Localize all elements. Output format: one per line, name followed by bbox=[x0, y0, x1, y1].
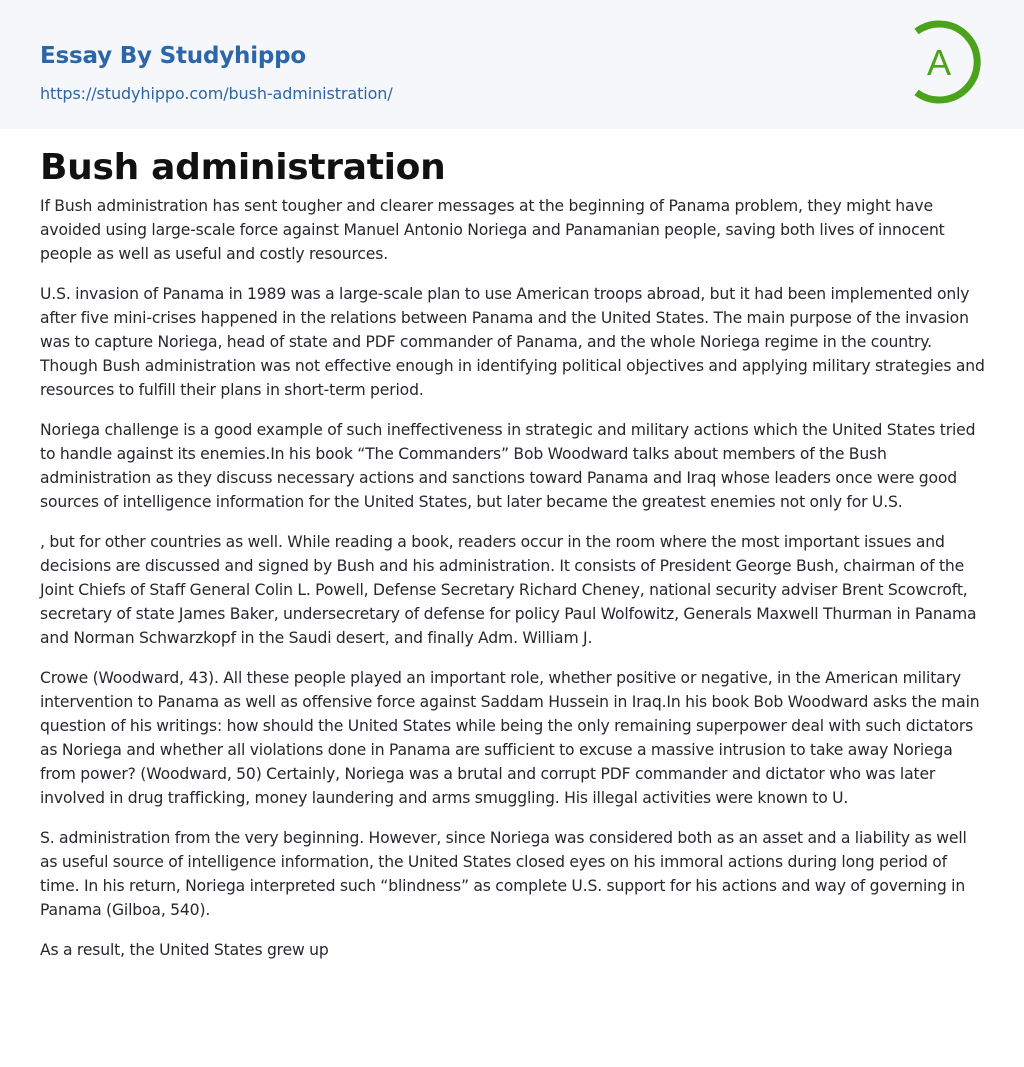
paragraph: U.S. invasion of Panama in 1989 was a large-scale plan to use American troops abroad, but it had been implemented only after five mini-crises happened in the relations between Panama and the United States. The main purpose of the invasion was to capture Noriega, head of state and PDF commander of Panama, and the whole Noriega regime in the country. Though Bush administration was not effective enough in identifying political objectives and applying military strategies and resources to fulfill their plans in short-term period. bbox=[40, 285, 985, 399]
site-title: Essay By Studyhippo bbox=[40, 43, 307, 69]
studyhippo-logo[interactable] bbox=[912, 19, 986, 105]
article-body bbox=[40, 194, 988, 978]
letter-a-circle-logo-icon bbox=[912, 19, 986, 105]
paragraph: Noriega challenge is a good example of such ineffectiveness in strategic and military actions which the United States tried to handle against its enemies.In his book “The Commanders” Bob Woodward talks about members of the Bush administration as they discuss necessary actions and sanctions toward Panama and Iraq whose leaders once were good sources of intelligence information for the United States, but later became the greatest enemies not only for U.S. bbox=[40, 421, 976, 511]
svg-text:A: A bbox=[926, 42, 952, 83]
paragraph: Crowe (Woodward, 43). All these people played an important role, whether positive or negative, in the American military intervention to Panama as well as offensive force against Saddam Hussein in Iraq.In his book Bob Woodward asks the main question of his writings: how should the United States while being the only remaining superpower deal with such dictators as Noriega and whether all violations done in Panama are sufficient to excuse a massive intrusion to take away Noriega from power? (Woodward, 50) Certainly, Noriega was a brutal and corrupt PDF commander and dictator who was later involved in drug trafficking, money laundering and arms smuggling. His illegal activities were known to U. bbox=[40, 669, 980, 807]
page-title: Bush administration bbox=[40, 147, 446, 188]
paragraph: , but for other countries as well. While reading a book, readers occur in the room where the most important issues and decisions are discussed and signed by Bush and his administration. It consists of President George Bush, chairman of the Joint Chiefs of Staff General Colin L. Powell, Defense Secretary Richard Cheney, national security adviser Brent Scowcroft, secretary of state James Baker, undersecretary of defense for policy Paul Wolfowitz, Generals Maxwell Thurman in Panama and Norman Schwarzkopf in the Saudi desert, and finally Adm. William J. bbox=[40, 533, 977, 647]
paragraph: If Bush administration has sent tougher and clearer messages at the beginning of Panama problem, they might have avoided using large-scale force against Manuel Antonio Noriega and Panamanian people, saving both lives of innocent people as well as useful and costly resources. bbox=[40, 197, 945, 263]
essay-url-link[interactable]: https://studyhippo.com/bush-administration/ bbox=[40, 84, 393, 103]
paragraph: As a result, the United States grew up bbox=[40, 941, 329, 959]
paragraph: S. administration from the very beginning. However, since Noriega was considered both as an asset and a liability as well as useful source of intelligence information, the United States closed eyes on his immoral actions during long period of time. In his return, Noriega interpreted such “blindness” as complete U.S. support for his actions and way of governing in Panama (Gilboa, 540). bbox=[40, 829, 967, 919]
